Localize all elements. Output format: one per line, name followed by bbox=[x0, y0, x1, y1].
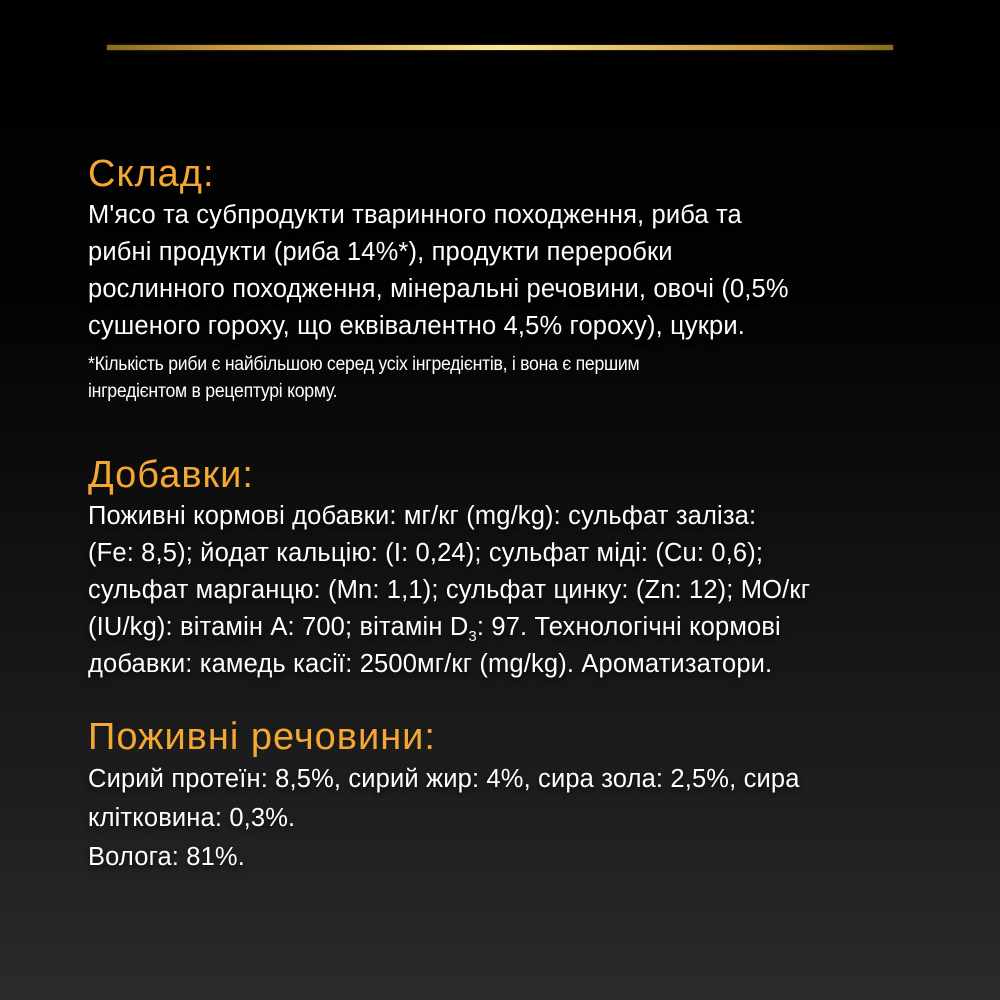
composition-heading: Склад: bbox=[88, 153, 215, 195]
composition-line: рибні продукти (риба 14%*), продукти переробки bbox=[88, 238, 673, 266]
composition-line: сушеного гороху, що еквівалентно 4,5% гороху), цукри. bbox=[88, 312, 745, 340]
additives-heading: Добавки: bbox=[88, 454, 254, 496]
additives-line-text: : 97. Технологічні кормові bbox=[476, 613, 781, 641]
additives-line: добавки: камедь касії: 2500мг/кг (mg/kg). Ароматизатори. bbox=[88, 650, 773, 678]
additives-line: (Fe: 8,5); йодат кальцію: (I: 0,24); сульфат міді: (Cu: 0,6); bbox=[88, 539, 764, 567]
additives-line: сульфат марганцю: (Mn: 1,1); сульфат цинку: (Zn: 12); МО/кг bbox=[88, 576, 811, 604]
composition-line: рослинного походження, мінеральні речовини, овочі (0,5% bbox=[88, 275, 789, 303]
additives-line-text: (IU/kg): вітамін А: 700; вітамін D bbox=[88, 613, 469, 641]
footnote-line: *Кількість риби є найбільшою серед усіх інгредієнтів, і вона є першим bbox=[88, 354, 640, 375]
composition-line: М'ясо та субпродукти тваринного походження, риба та bbox=[88, 201, 742, 229]
additives-line: Поживні кормові добавки: мг/кг (mg/kg): сульфат заліза: bbox=[88, 502, 757, 530]
additives-line bbox=[88, 613, 781, 645]
footnote-line: інгредієнтом в рецептурі корму. bbox=[88, 381, 338, 402]
nutrients-line: клітковина: 0,3%. bbox=[88, 804, 296, 832]
nutrients-line: Сирий протеїн: 8,5%, сирий жир: 4%, сира зола: 2,5%, сира bbox=[88, 765, 800, 793]
subscript: 3 bbox=[468, 628, 477, 645]
nutrients-heading: Поживні речовини: bbox=[88, 716, 436, 758]
nutrients-line: Волога: 81%. bbox=[88, 843, 245, 871]
gold-divider bbox=[107, 45, 893, 50]
